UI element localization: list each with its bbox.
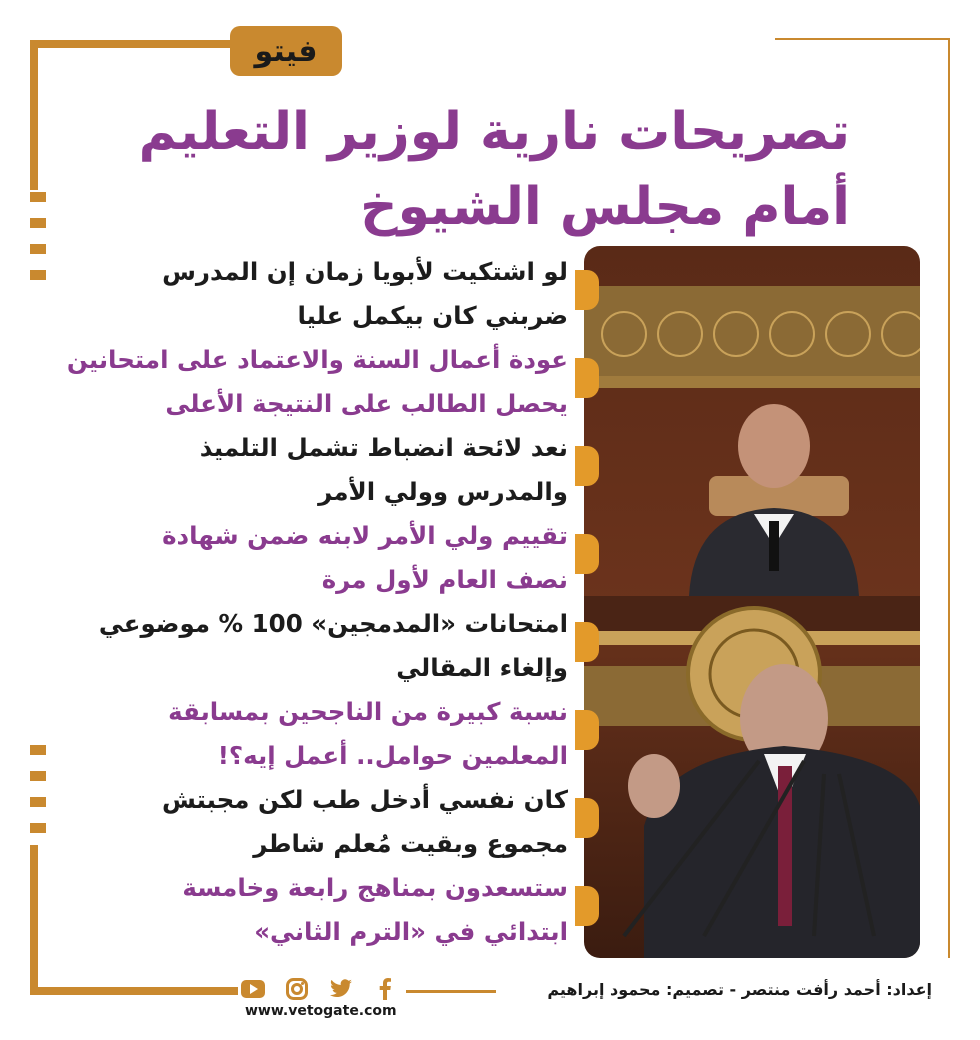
bullet-tab (575, 446, 599, 486)
frame-left-bar-bottom (30, 845, 38, 995)
frame-bottom-mid-line (406, 990, 496, 993)
frame-dash (30, 192, 46, 202)
bullet-tab (575, 710, 599, 750)
website-link[interactable]: www.vetogate.com (245, 1003, 397, 1019)
statement-line-1: امتحانات «المدمجين» 100 % موضوعي (98, 609, 568, 638)
statements-list (38, 250, 568, 954)
bullet-tab (575, 798, 599, 838)
statement-item (38, 866, 568, 954)
frame-bottom-bar (30, 987, 238, 995)
statement-item (38, 690, 568, 778)
statement-line-2: والمدرس وولي الأمر (318, 477, 568, 506)
statement-item (38, 602, 568, 690)
bullet-tab (575, 270, 599, 310)
statement-line-2: وإلغاء المقالي (396, 653, 568, 682)
social-icons (240, 976, 398, 1002)
headline (130, 95, 850, 245)
headline-line-1: تصريحات نارية لوزير التعليم (138, 102, 850, 162)
bullet-tab (575, 358, 599, 398)
statement-line-1: نعد لائحة انضباط تشمل التلميذ (199, 433, 568, 462)
statement-line-2: مجموع وبقيت مُعلم شاطر (253, 829, 568, 858)
instagram-icon[interactable] (284, 976, 310, 1002)
brand-logo (230, 26, 342, 76)
statement-line-1: لو اشتكيت لأبويا زمان إن المدرس (162, 257, 568, 286)
credits-text: إعداد: أحمد رأفت منتصر - تصميم: محمود إبراهيم (547, 980, 932, 999)
logo-text: فيتو (254, 33, 318, 69)
statement-line-2: نصف العام لأول مرة (321, 565, 568, 594)
statement-item (38, 514, 568, 602)
statement-line-1: نسبة كبيرة من الناجحين بمسابقة (168, 697, 568, 726)
statement-line-1: ستسعدون بمناهج رابعة وخامسة (182, 873, 568, 902)
frame-top-right-line (775, 38, 950, 40)
headline-line-2: أمام مجلس الشيوخ (360, 177, 850, 237)
statement-item (38, 778, 568, 866)
statement-line-1: تقييم ولي الأمر لابنه ضمن شهادة (162, 521, 568, 550)
twitter-icon[interactable] (328, 976, 354, 1002)
statement-line-2: يحصل الطالب على النتيجة الأعلى (165, 389, 568, 418)
bullet-tab (575, 622, 599, 662)
statement-item (38, 426, 568, 514)
statement-line-1: عودة أعمال السنة والاعتماد على امتحانين (66, 345, 568, 374)
photo-illustration (584, 246, 920, 958)
bullet-tab (575, 886, 599, 926)
facebook-icon[interactable] (372, 976, 398, 1002)
frame-left-bar-top (30, 40, 38, 190)
statement-line-2: ضربني كان بيكمل عليا (297, 301, 568, 330)
statement-line-1: كان نفسي أدخل طب لكن مجبتش (161, 785, 568, 814)
parliament-photo (584, 246, 920, 958)
frame-right-line (948, 38, 950, 958)
statement-line-2: المعلمين حوامل.. أعمل إيه؟! (217, 741, 568, 770)
frame-top-bar (30, 40, 240, 48)
bullet-tab (575, 534, 599, 574)
statement-line-2: ابتدائي في «الترم الثاني» (254, 917, 568, 946)
statement-item (38, 250, 568, 338)
statement-item (38, 338, 568, 426)
youtube-icon[interactable] (240, 976, 266, 1002)
frame-dash (30, 218, 46, 228)
